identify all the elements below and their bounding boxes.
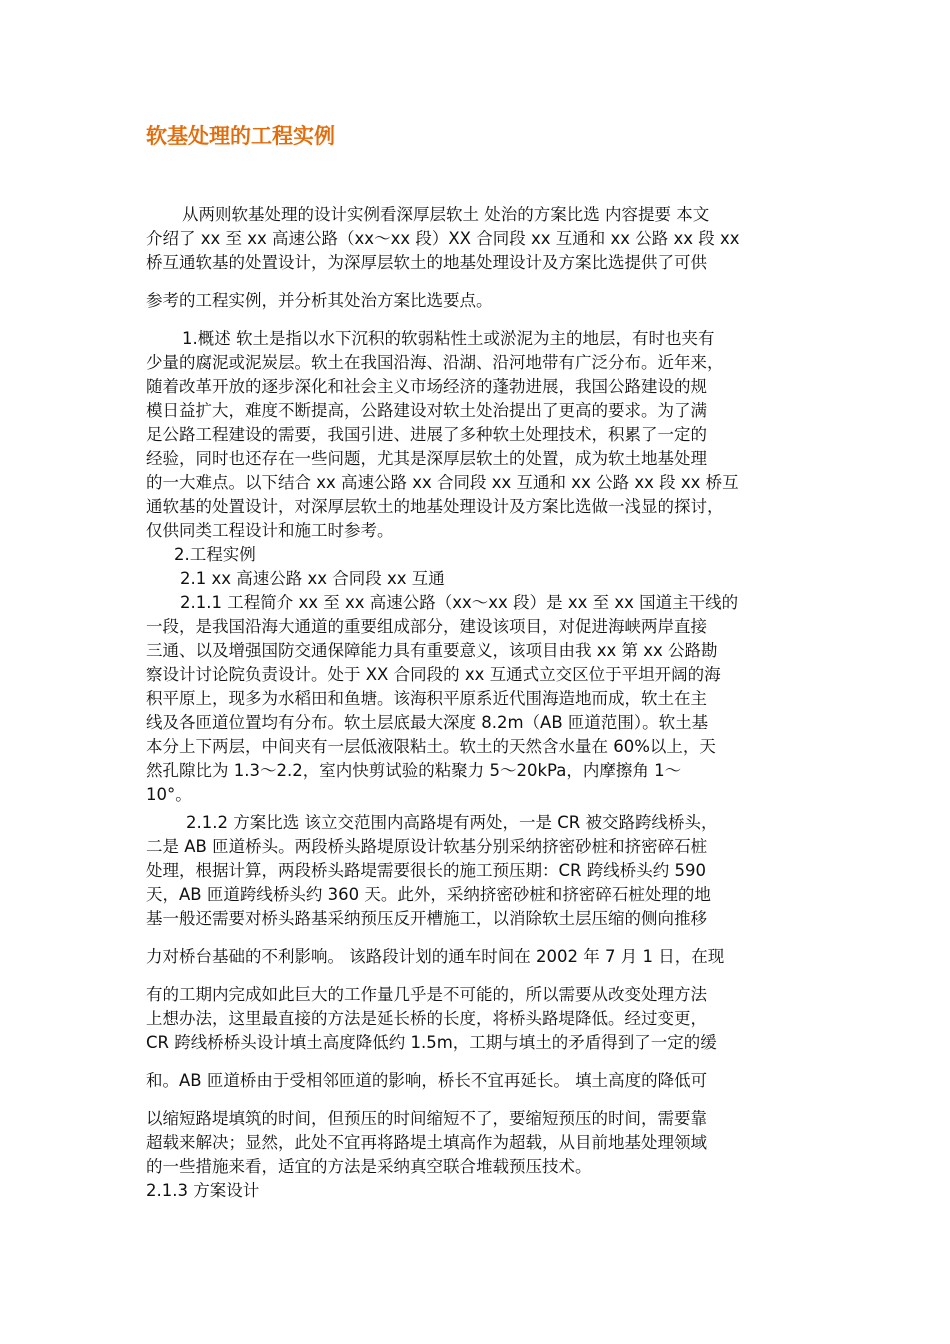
text-line: 天，AB 匝道跨线桥头约 360 天。此外，采纳挤密砂桩和挤密碎石桩处理的地: [146, 885, 711, 904]
document-title: 软基处理的工程实例: [146, 124, 335, 148]
text-line: 本分上下两层，中间夹有一层低液限粘土。软土的天然含水量在 60%以上，天: [146, 737, 716, 756]
text-line: 处理，根据计算，两段桥头路堤需要很长的施工预压期：CR 跨线桥头约 590: [146, 861, 706, 880]
text-line: 足公路工程建设的需要，我国引进、进展了多种软土处理技术，积累了一定的: [146, 425, 707, 444]
text-line: 然孔隙比为 1.3～2.2，室内快剪试验的粘聚力 5～20kPa，内摩擦角 1～: [146, 761, 682, 780]
text-line: 通软基的处置设计，对深厚层软土的地基处理设计及方案比选做一浅显的探讨，: [146, 497, 724, 516]
text-line: 一段，是我国沿海大通道的重要组成部分，建设该项目，对促进海峡两岸直接: [146, 617, 707, 636]
section-heading: 2.1 xx 高速公路 xx 合同段 xx 互通: [180, 569, 445, 588]
text-line: 有的工期内完成如此巨大的工作量几乎是不可能的，所以需要从改变处理方法: [146, 985, 707, 1004]
text-line: 经验，同时也还存在一些问题，尤其是深厚层软土的处置，成为软土地基处理: [146, 449, 707, 468]
text-line: 察设计讨论院负责设计。处于 XX 合同段的 xx 互通式立交区位于平坦开阔的海: [146, 665, 721, 684]
text-line: 参考的工程实例，并分析其处治方案比选要点。: [146, 291, 493, 310]
text-line: 超载来解决；显然，此处不宜再将路堤土填高作为超载，从目前地基处理领域: [146, 1133, 707, 1152]
text-line: 力对桥台基础的不利影响。 该路段计划的通车时间在 2002 年 7 月 1 日，在现: [146, 947, 725, 966]
text-line: 随着改革开放的逐步深化和社会主义市场经济的蓬勃进展，我国公路建设的规: [146, 377, 707, 396]
text-line: 介绍了 xx 至 xx 高速公路（xx～xx 段）XX 合同段 xx 互通和 xx 公路 xx 段 xx: [146, 229, 740, 248]
section-heading: 2.工程实例: [174, 545, 256, 564]
text-line: 积平原上，现多为水稻田和鱼塘。该海积平原系近代围海造地而成，软土在主: [146, 689, 707, 708]
text-line: 1.概述 软土是指以水下沉积的软弱粘性土或淤泥为主的地层，有时也夹有: [182, 329, 715, 348]
text-line: 三通、以及增强国防交通保障能力具有重要意义，该项目由我 xx 第 xx 公路勘: [146, 641, 718, 660]
text-line: 和。AB 匝道桥由于受相邻匝道的影响，桥长不宜再延长。 填土高度的降低可: [146, 1071, 708, 1090]
text-line: CR 跨线桥桥头设计填土高度降低约 1.5m，工期与填土的矛盾得到了一定的缓: [146, 1033, 717, 1052]
text-line: 模日益扩大，难度不断提高，公路建设对软土处治提出了更高的要求。为了满: [146, 401, 707, 420]
text-line: 2.1.2 方案比选 该立交范围内高路堤有两处，一是 CR 被交路跨线桥头，: [186, 813, 718, 832]
text-line: 上想办法，这里最直接的方法是延长桥的长度，将桥头路堤降低。经过变更，: [146, 1009, 707, 1028]
text-line: 少量的腐泥或泥炭层。软土在我国沿海、沿湖、沿河地带有广泛分布。近年来，: [146, 353, 724, 372]
text-line: 10°。: [146, 785, 192, 804]
text-line: 以缩短路堤填筑的时间，但预压的时间缩短不了，要缩短预压的时间，需要靠: [146, 1109, 707, 1128]
text-line: 仅供同类工程设计和施工时参考。: [146, 521, 394, 540]
text-line: 的一大难点。以下结合 xx 高速公路 xx 合同段 xx 互通和 xx 公路 xx 段 xx 桥互: [146, 473, 739, 492]
text-line: 的一些措施来看，适宜的方法是采纳真空联合堆载预压技术。: [146, 1157, 592, 1176]
text-line: 基一般还需要对桥头路基采纳预压反开槽施工，以消除软土层压缩的侧向推移: [146, 909, 707, 928]
section-heading: 2.1.3 方案设计: [146, 1181, 260, 1200]
text-line: 桥互通软基的处置设计，为深厚层软土的地基处理设计及方案比选提供了可供: [146, 253, 707, 272]
text-line: 线及各匝道位置均有分布。软土层底最大深度 8.2m（AB 匝道范围）。软土基: [146, 713, 709, 732]
text-line: 2.1.1 工程简介 xx 至 xx 高速公路（xx～xx 段）是 xx 至 xx 国道主干线的: [180, 593, 739, 612]
text-line: 从两则软基处理的设计实例看深厚层软土 处治的方案比选 内容提要 本文: [182, 205, 710, 224]
text-line: 二是 AB 匝道桥头。两段桥头路堤原设计软基分别采纳挤密砂桩和挤密碎石桩: [146, 837, 708, 856]
